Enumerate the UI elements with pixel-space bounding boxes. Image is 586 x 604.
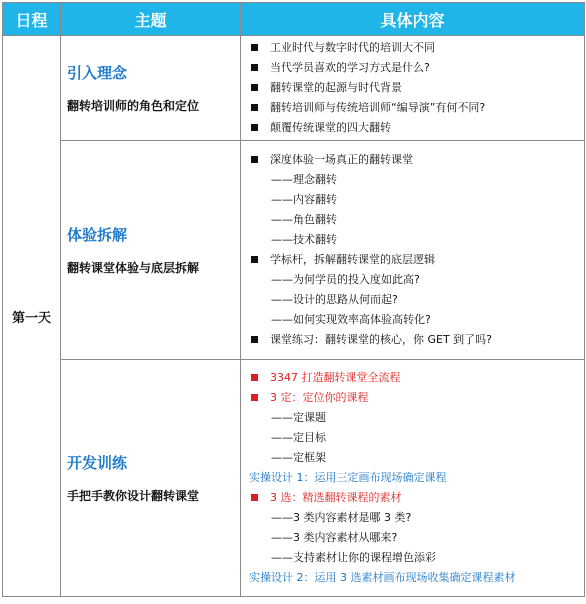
sub-item: ——定目标: [271, 431, 326, 444]
header-topic: 主题: [61, 3, 241, 36]
bullet-item: 颠覆传统课堂的四大翻转: [249, 118, 580, 138]
topic-cell: [61, 360, 241, 597]
section-title: 引入理念: [67, 64, 128, 82]
bullet-item: 深度体验一场真正的翻转课堂: [249, 150, 580, 170]
bullet-icon: [251, 336, 258, 343]
bullet-item: 学标杆，拆解翻转课堂的底层逻辑: [249, 250, 580, 270]
section-title: 体验拆解: [67, 226, 128, 244]
bullet-icon: [251, 124, 258, 131]
sub-item: ——设计的思路从何而起?: [271, 293, 398, 306]
sub-item: ——3 类内容素材从哪来?: [271, 531, 398, 544]
section-subtitle: 手把手教你设计翻转课堂: [67, 489, 200, 503]
sub-item: ——定框架: [271, 451, 326, 464]
topic-cell: [61, 36, 241, 141]
section-subtitle: 翻转课堂体验与底层拆解: [67, 261, 200, 275]
bullet-icon: [251, 156, 258, 163]
sub-item: ——角色翻转: [271, 213, 337, 226]
bullet-icon: [251, 104, 258, 111]
bullet-item: 3 定：定位你的课程: [249, 388, 580, 408]
section-row: [3, 141, 585, 360]
sub-item: ——技术翻转: [271, 233, 337, 246]
bullet-icon: [251, 374, 258, 381]
sub-item: ——如何实现效率高体验高转化?: [271, 313, 431, 326]
sub-item: ——定课题: [271, 411, 326, 424]
sub-item: ——理念翻转: [271, 173, 337, 186]
topic-cell: [61, 141, 241, 360]
bullet-icon: [251, 44, 258, 51]
bullet-item: 翻转培训师与传统培训师“编导演”有何不同?: [249, 98, 580, 118]
bullet-icon: [251, 494, 258, 501]
header-row: [3, 3, 585, 36]
content-cell: [241, 141, 585, 360]
bullet-icon: [251, 64, 258, 71]
bullet-icon: [251, 394, 258, 401]
bullet-item: 翻转课堂的起源与时代背景: [249, 78, 580, 98]
header-content: 具体内容: [241, 3, 585, 36]
bullet-icon: [251, 84, 258, 91]
schedule-table: [2, 2, 585, 597]
sub-item: ——内容翻转: [271, 193, 337, 206]
content-cell: [241, 360, 585, 597]
section-subtitle: 翻转培训师的角色和定位: [67, 99, 200, 113]
sub-item: ——支持素材让你的课程增色添彩: [271, 551, 436, 564]
bullet-item: 当代学员喜欢的学习方式是什么?: [249, 58, 580, 78]
bullet-item: 工业时代与数字时代的培训大不同: [249, 38, 580, 58]
sub-item: ——为何学员的投入度如此高?: [271, 273, 420, 286]
section-row: [3, 360, 585, 597]
exercise-item: 实操设计 2：运用 3 选素材画布现场收集确定课程素材: [249, 571, 516, 584]
day-cell: 第一天: [3, 36, 61, 597]
section-row: [3, 36, 585, 141]
bullet-item: 3347 打造翻转课堂全流程: [249, 368, 580, 388]
bullet-item: 课堂练习：翻转课堂的核心，你 GET 到了吗?: [249, 330, 580, 350]
sub-item: ——3 类内容素材是哪 3 类?: [271, 511, 412, 524]
bullet-icon: [251, 256, 258, 263]
bullet-item: 3 选：精选翻转课程的素材: [249, 488, 580, 508]
exercise-item: 实操设计 1：运用三定画布现场确定课程: [249, 471, 447, 484]
header-schedule: 日程: [3, 3, 61, 36]
section-title: 开发训练: [67, 454, 128, 472]
content-cell: [241, 36, 585, 141]
